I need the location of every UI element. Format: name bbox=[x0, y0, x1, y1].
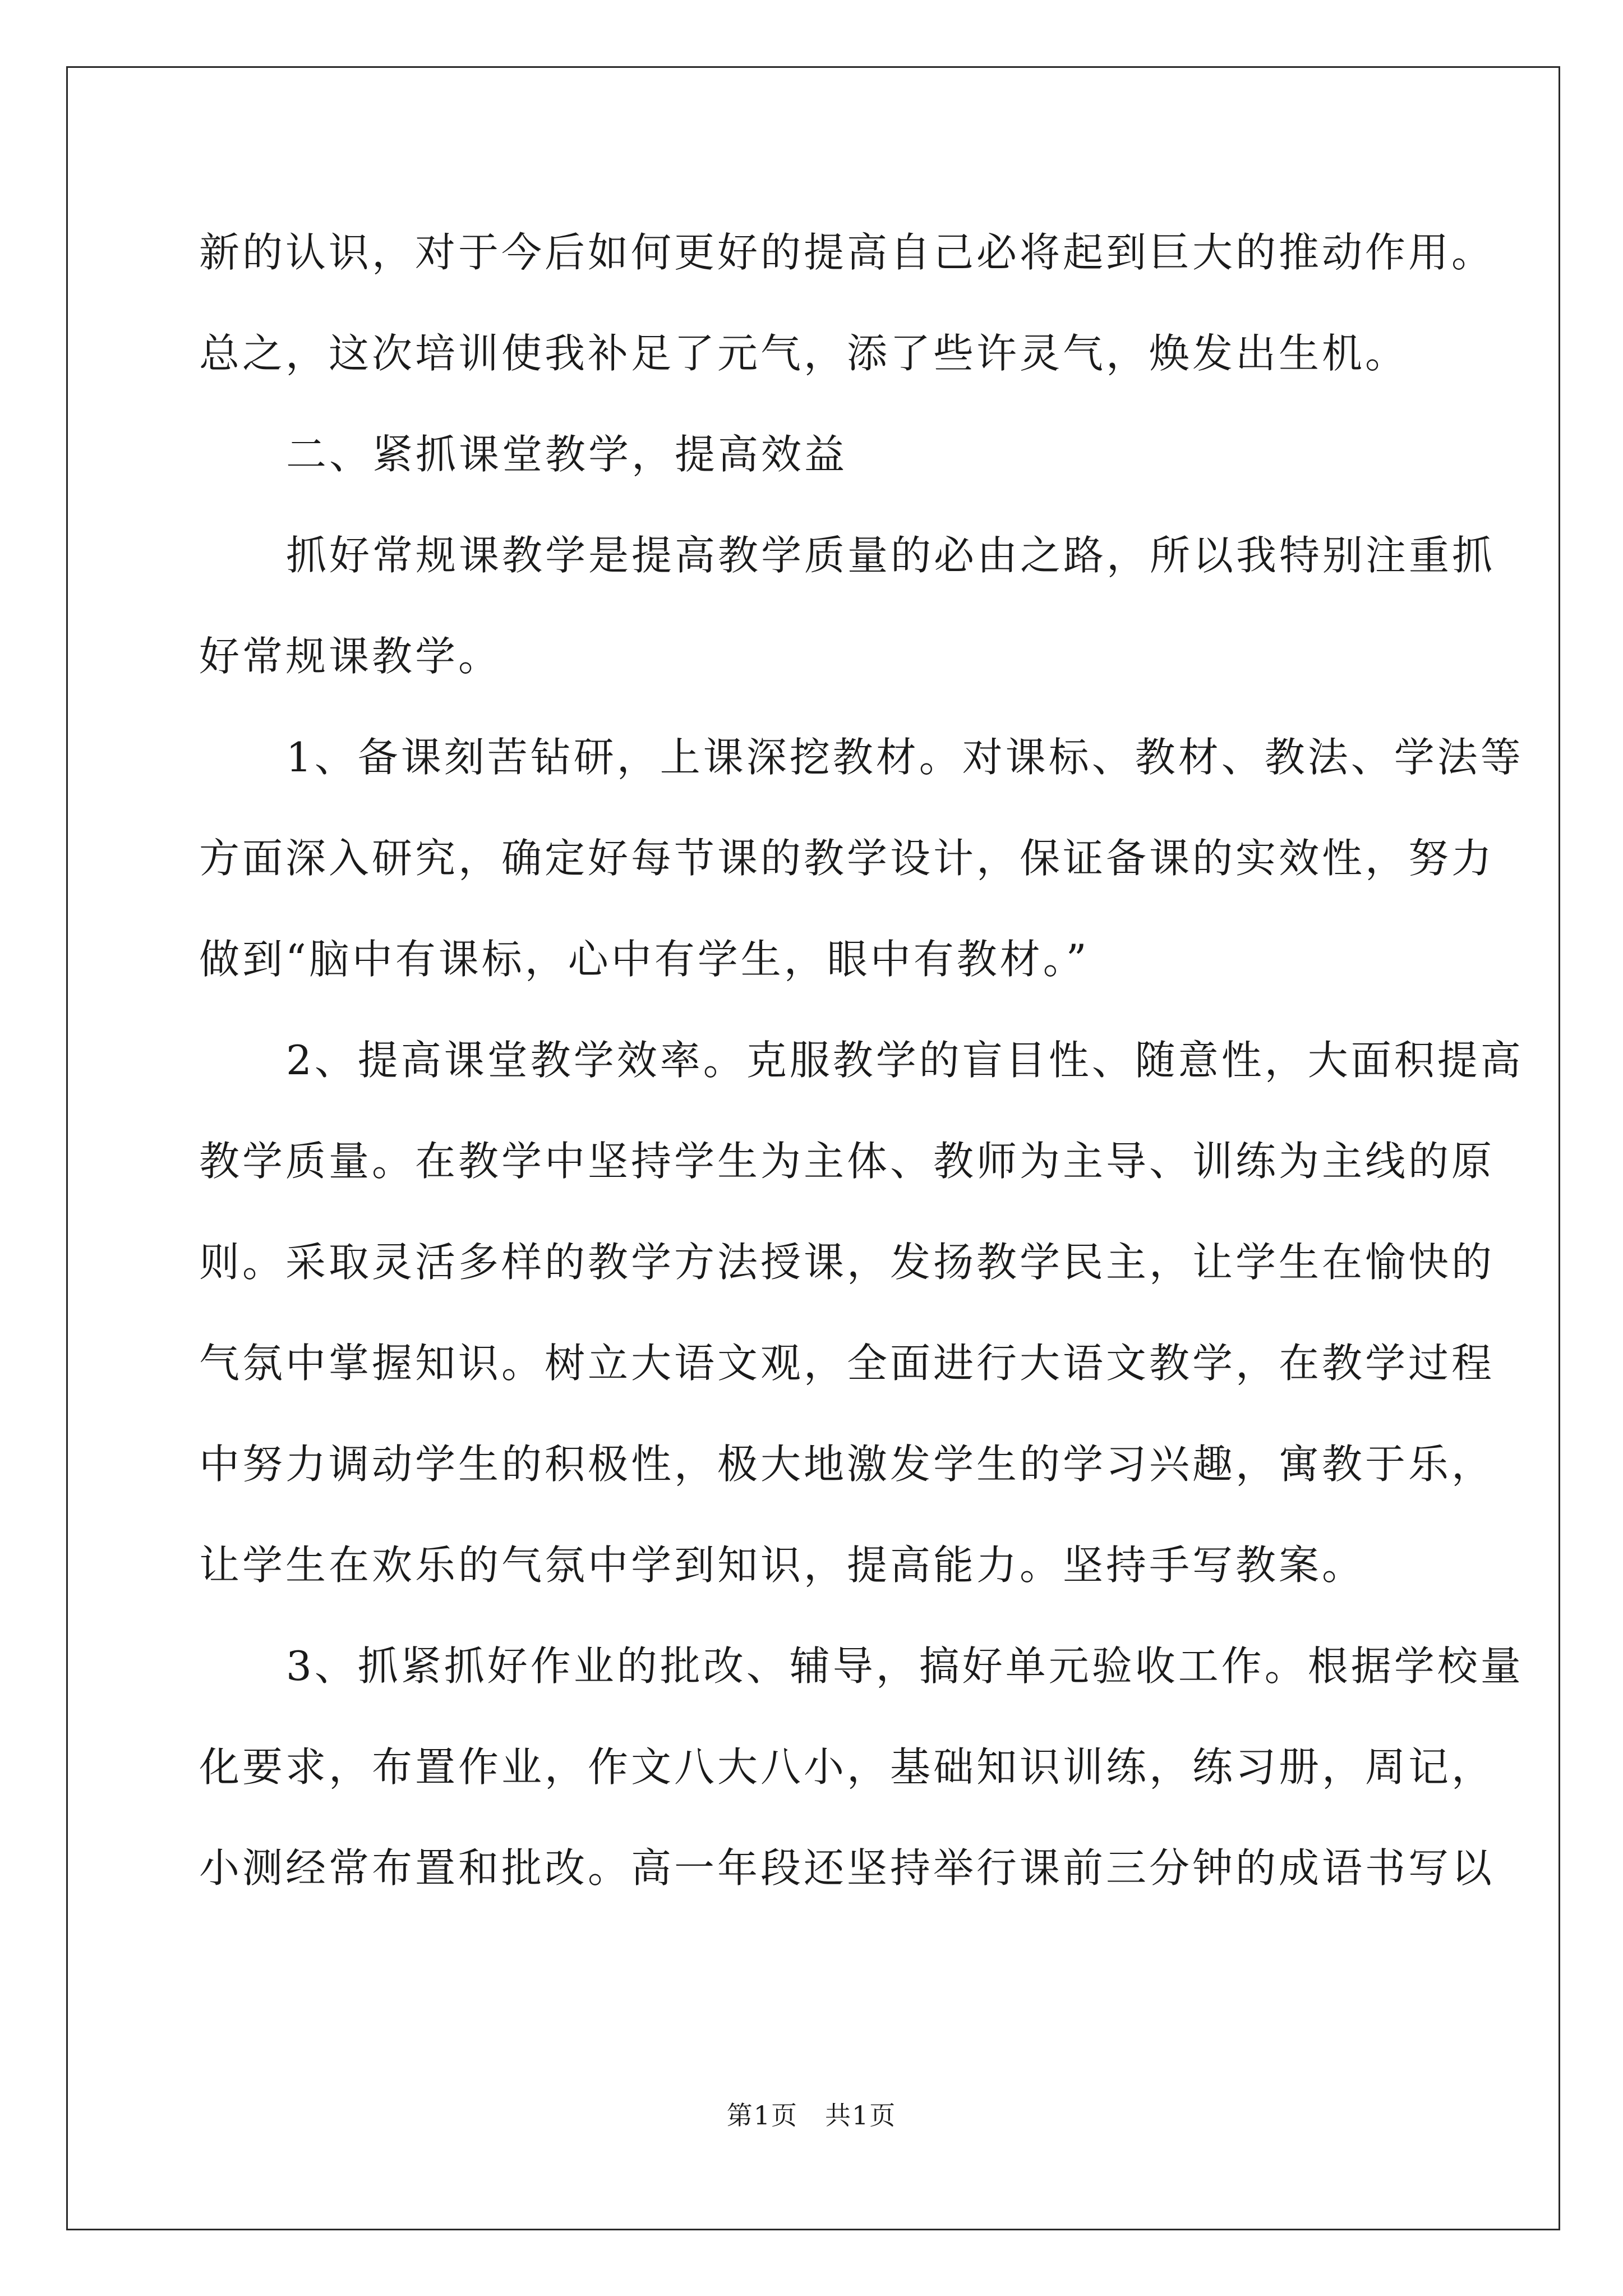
paragraph-line: 教学质量。在教学中坚持学生为主体、教师为主导、训练为主线的原 bbox=[199, 1138, 1495, 1185]
paragraph-line: 1、备课刻苦钻研，上课深挖教材。对课标、教材、教法、学法等 bbox=[286, 734, 1524, 781]
paragraph-line: 3、抓紧抓好作业的批改、辅导，搞好单元验收工作。根据学校量 bbox=[286, 1642, 1524, 1690]
paragraph-line: 让学生在欢乐的气氛中学到知识，提高能力。坚持手写教案。 bbox=[199, 1542, 1366, 1589]
paragraph-line: 抓好常规课教学是提高教学质量的必由之路，所以我特别注重抓 bbox=[286, 532, 1496, 579]
paragraph-line: 新的认识，对于今后如何更好的提高自己必将起到巨大的推动作用。 bbox=[199, 229, 1495, 276]
paragraph-line: 方面深入研究，确定好每节课的教学设计，保证备课的实效性，努力 bbox=[199, 835, 1495, 882]
paragraph-line: 好常规课教学。 bbox=[199, 633, 502, 680]
paragraph-line: 则。采取灵活多样的教学方法授课，发扬教学民主，让学生在愉快的 bbox=[199, 1239, 1495, 1286]
paragraph-line: 中努力调动学生的积极性，极大地激发学生的学习兴趣，寓教于乐， bbox=[199, 1441, 1495, 1488]
paragraph-line: 化要求，布置作业，作文八大八小，基础知识训练，练习册，周记， bbox=[199, 1743, 1495, 1791]
paragraph-line: 做到“脑中有课标，心中有学生，眼中有教材。” bbox=[199, 936, 1090, 983]
page-number-footer: 第1页 共1页 bbox=[726, 2100, 897, 2131]
section-heading: 二、紧抓课堂教学，提高效益 bbox=[286, 431, 848, 478]
paragraph-line: 总之，这次培训使我补足了元气，添了些许灵气，焕发出生机。 bbox=[199, 330, 1409, 377]
paragraph-line: 2、提高课堂教学效率。克服教学的盲目性、随意性，大面积提高 bbox=[286, 1037, 1524, 1084]
paragraph-line: 气氛中掌握知识。树立大语文观，全面进行大语文教学，在教学过程 bbox=[199, 1340, 1495, 1387]
paragraph-line: 小测经常布置和批改。高一年段还坚持举行课前三分钟的成语书写以 bbox=[199, 1844, 1495, 1892]
document-body bbox=[199, 202, 1524, 1918]
